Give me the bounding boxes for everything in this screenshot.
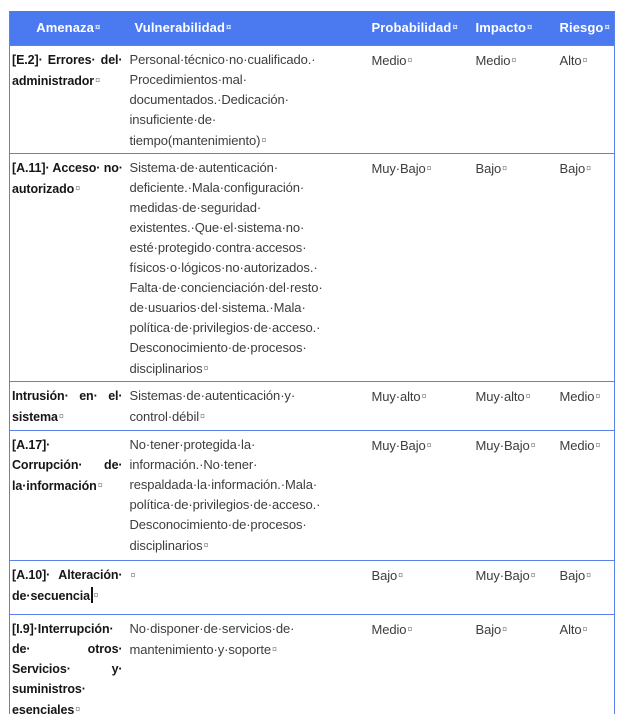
cell-end-mark: ¤	[203, 539, 209, 550]
vulnerability-line: Desconocimiento·de·procesos·	[129, 516, 307, 532]
cell-end-mark: ¤	[604, 22, 610, 34]
amenaza-line: de· otros·	[12, 641, 123, 656]
vulnerability-line: disciplinarios¤	[129, 537, 209, 553]
col-header-probabilidad[interactable]	[367, 11, 470, 45]
cell-end-mark: ¤	[502, 162, 508, 173]
vulnerability-line: esté·protegido·contra·accesos·	[129, 239, 307, 255]
vulnerability-line: No·tener·protegida·la·	[129, 436, 256, 452]
amenaza-line: esenciales¤	[12, 702, 81, 714]
cell-end-mark: ¤	[502, 623, 508, 634]
amenaza-cell[interactable]	[10, 381, 127, 430]
cell-end-mark: ¤	[426, 162, 432, 173]
table-row	[10, 381, 615, 430]
vulnerability-cell[interactable]	[127, 614, 367, 714]
cell-end-mark: ¤	[530, 569, 536, 580]
vulnerability-line: Personal·técnico·no·cualificado.·	[129, 51, 316, 67]
amenaza-line: [A.17]·	[12, 437, 51, 452]
risk-cell[interactable]: Alto¤	[559, 621, 588, 637]
amenaza-line: suministros·	[12, 681, 86, 696]
impact-cell[interactable]: Bajo¤	[475, 621, 508, 637]
amenaza-line: [I.9]·Interrupción·	[12, 621, 114, 636]
vulnerability-line: tiempo(mantenimiento)¤	[129, 132, 267, 148]
cell-end-mark: ¤	[582, 54, 588, 65]
vulnerability-line: Sistema·de·autenticación·	[129, 159, 279, 175]
amenaza-line	[12, 50, 123, 70]
amenaza-line: Intrusión· en· el·	[12, 388, 123, 403]
vulnerability-line: insuficiente·de·	[129, 111, 217, 127]
vulnerability-line: disciplinarios¤	[129, 360, 209, 376]
amenaza-text: [E.2]· Errores· del·	[12, 52, 123, 67]
col-header-amenaza[interactable]	[10, 11, 127, 45]
col-header-label: Probabilidad	[371, 20, 452, 36]
amenaza-line: de·secuencia ¤	[12, 588, 99, 603]
vulnerability-line: existentes.·Que·el·sistema·no·	[129, 219, 305, 235]
amenaza-line: sistema¤	[12, 409, 64, 424]
amenaza-line	[12, 70, 123, 91]
amenaza-cell[interactable]	[10, 153, 127, 381]
impact-cell[interactable]: Muy·Bajo¤	[475, 567, 536, 583]
impact-cell[interactable]	[470, 45, 552, 153]
vulnerability-line: de·usuarios·del·sistema.·Mala·	[129, 299, 306, 315]
col-header-vulnerabilidad[interactable]	[127, 11, 367, 45]
vulnerability-line: política·de·privilegios·de·acceso.·	[129, 319, 321, 335]
vulnerability-line: deficiente.·Mala·configuración·	[129, 179, 305, 195]
cell-end-mark: ¤	[407, 623, 413, 634]
probability-cell[interactable]: Bajo¤	[371, 567, 404, 583]
amenaza-text: administrador	[12, 73, 95, 88]
cell-end-mark: ¤	[511, 54, 517, 65]
amenaza-line: [A.11]· Acceso· no·	[12, 160, 123, 175]
vulnerability-cell[interactable]	[127, 560, 367, 614]
table-row	[10, 614, 615, 714]
text-cursor	[91, 587, 93, 603]
cell-end-mark: ¤	[426, 439, 432, 450]
col-header-label: Amenaza	[36, 20, 94, 36]
vulnerability-cell[interactable]	[127, 153, 367, 381]
vulnerability-line: Falta·de·concienciación·del·resto·	[129, 279, 323, 295]
cell-end-mark: ¤	[75, 182, 81, 193]
risk-cell[interactable]: Medio¤	[559, 437, 601, 453]
vulnerability-line: físicos·o·lógicos·no·autorizados.·	[129, 259, 318, 275]
cell-end-mark: ¤	[200, 410, 206, 421]
amenaza-line: [A.10]· Alteración·	[12, 567, 123, 582]
cell-end-mark: ¤	[452, 22, 458, 34]
cell-end-mark: ¤	[586, 569, 592, 580]
risk-cell[interactable]: Bajo¤	[559, 567, 592, 583]
probability-cell[interactable]: Muy·Bajo¤	[371, 437, 432, 453]
cell-end-mark: ¤	[525, 390, 531, 401]
cell-end-mark: ¤	[226, 22, 232, 34]
amenaza-line: Servicios· y·	[12, 661, 123, 676]
vulnerability-line: política·de·privilegios·de·acceso.·	[129, 496, 321, 512]
col-header-label: Vulnerabilidad	[134, 20, 225, 36]
cell-end-mark: ¤	[407, 54, 413, 65]
cell-end-mark: ¤	[130, 569, 136, 580]
cell-end-mark: ¤	[582, 623, 588, 634]
risk-cell[interactable]	[552, 45, 615, 153]
cell-end-mark: ¤	[58, 410, 64, 421]
cell-end-mark: ¤	[421, 390, 427, 401]
impact-cell[interactable]: Bajo¤	[475, 160, 508, 176]
vulnerability-line: medidas·de·seguridad·	[129, 199, 262, 215]
table-row	[10, 45, 615, 153]
amenaza-cell[interactable]	[10, 430, 127, 560]
impact-cell[interactable]: Muy·alto¤	[475, 388, 531, 404]
vulnerability-line: Procedimientos·mal·	[129, 71, 247, 87]
cell-end-mark: ¤	[75, 703, 81, 714]
vulnerability-line: respaldada·la·información.·Mala·	[129, 476, 318, 492]
table-row	[10, 430, 615, 560]
col-header-label: Impacto	[475, 20, 527, 36]
cell-end-mark: ¤	[527, 22, 533, 34]
amenaza-line: la·información¤	[12, 478, 103, 493]
cell-end-mark: ¤	[586, 162, 592, 173]
amenaza-cell[interactable]	[10, 45, 127, 153]
vulnerability-line: mantenimiento·y·soporte¤	[129, 641, 278, 657]
cell-end-mark: ¤	[203, 362, 209, 373]
vulnerability-line	[130, 565, 363, 586]
amenaza-line: Corrupción· de·	[12, 457, 123, 472]
impact-cell[interactable]: Muy·Bajo¤	[475, 437, 536, 453]
probability-cell[interactable]	[367, 45, 470, 153]
risk-value: Alto	[559, 52, 582, 68]
cell-end-mark: ¤	[97, 479, 103, 490]
col-header-label: Riesgo	[559, 20, 604, 36]
risk-cell[interactable]: Bajo¤	[559, 160, 592, 176]
vulnerability-cell[interactable]	[127, 45, 367, 153]
cell-end-mark: ¤	[530, 439, 536, 450]
cell-end-mark: ¤	[261, 134, 267, 145]
vulnerability-line: Sistemas·de·autenticación·y·	[129, 387, 296, 403]
vulnerability-line: Desconocimiento·de·procesos·	[129, 339, 307, 355]
probability-cell[interactable]: Muy·alto¤	[371, 388, 427, 404]
vulnerability-cell[interactable]	[127, 430, 367, 560]
risk-cell[interactable]: Medio¤	[559, 388, 601, 404]
cell-end-mark: ¤	[93, 589, 99, 600]
table-row	[10, 560, 615, 614]
impact-value: Medio	[475, 52, 511, 68]
vulnerability-line: documentados.·Dedicación·	[129, 91, 289, 107]
risk-assessment-table	[9, 11, 615, 714]
cell-end-mark: ¤	[95, 74, 101, 85]
table-row	[10, 153, 615, 381]
amenaza-line: autorizado¤	[12, 181, 81, 196]
cell-end-mark: ¤	[595, 390, 601, 401]
amenaza-cell[interactable]	[10, 560, 127, 614]
cell-end-mark: ¤	[94, 22, 101, 34]
cell-end-mark: ¤	[398, 569, 404, 580]
amenaza-cell[interactable]	[10, 614, 127, 714]
vulnerability-cell[interactable]	[127, 381, 367, 430]
col-header-riesgo[interactable]	[552, 11, 615, 45]
cell-end-mark: ¤	[272, 643, 278, 654]
col-header-impacto[interactable]	[470, 11, 552, 45]
header-row	[10, 11, 615, 45]
vulnerability-line: control·débil¤	[129, 408, 206, 424]
probability-cell[interactable]: Medio¤	[371, 621, 413, 637]
probability-value: Medio	[371, 52, 407, 68]
probability-cell[interactable]: Muy·Bajo¤	[371, 160, 432, 176]
vulnerability-line: información.·No·tener·	[129, 456, 258, 472]
vulnerability-line: No·disponer·de·servicios·de·	[129, 620, 295, 636]
cell-end-mark: ¤	[595, 439, 601, 450]
